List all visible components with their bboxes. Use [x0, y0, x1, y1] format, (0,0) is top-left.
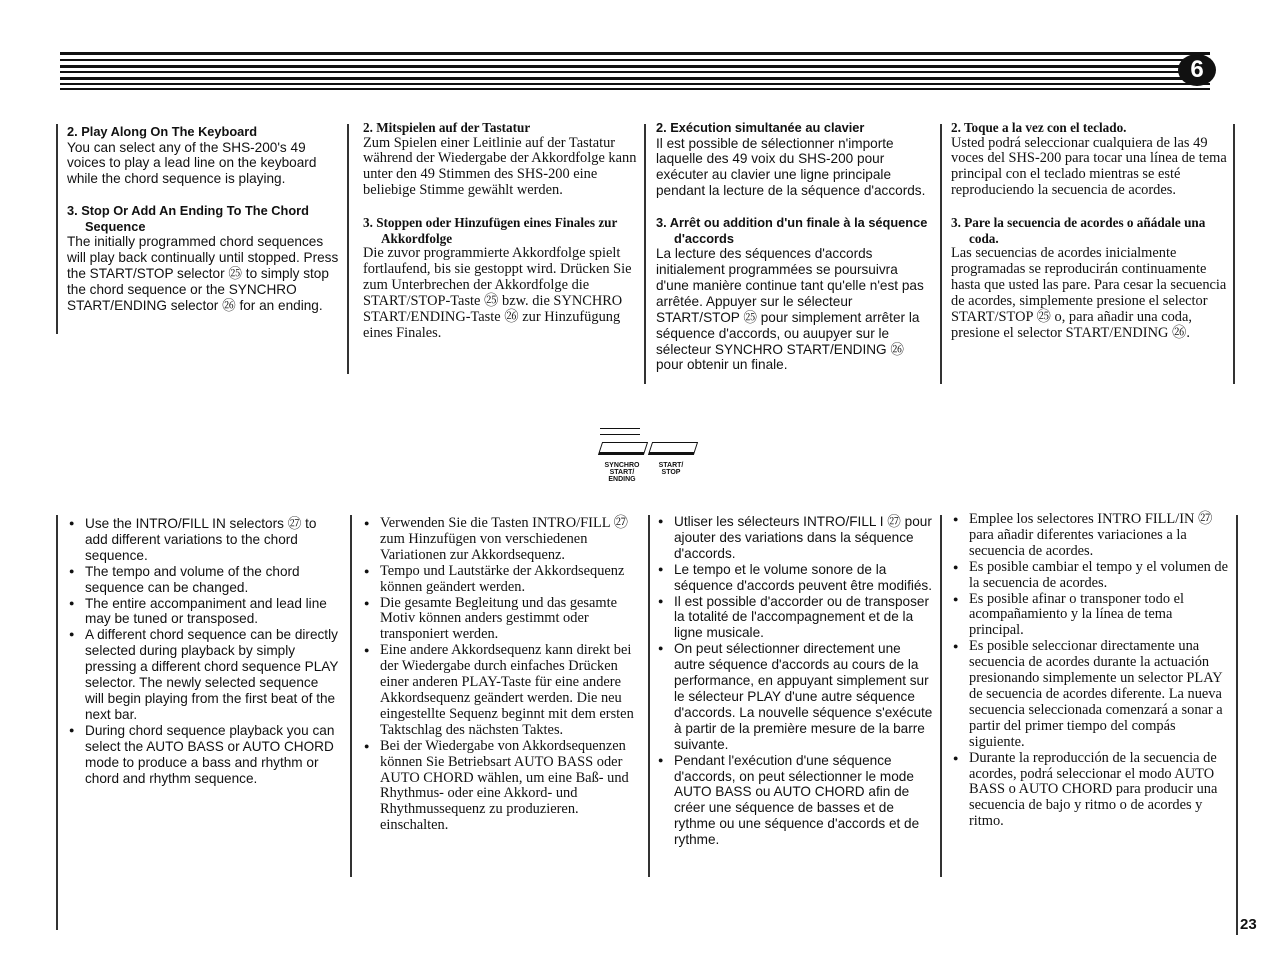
start-stop-button-icon — [648, 442, 698, 455]
band-line — [60, 77, 1210, 80]
header-band — [60, 52, 1236, 90]
list-item: ● Es posible seleccionar directamente una secuencia de acordes durante la actuación presionando simplemente un selector PLAY de secuencia de acordes diferente. La nueva secuencia seleccionada comenzará a sonar a partir del primer tiempo del compás siguiente. — [951, 639, 1229, 750]
band-line — [60, 83, 1210, 85]
heading-mitspielen: 2. Mitspielen auf der Tastatur — [363, 120, 531, 135]
list-item: ● Use the INTRO/FILL IN selectors ㉗ to add different variations to the chord sequence. — [67, 516, 339, 564]
column-divider — [56, 515, 58, 930]
paragraph-play-along: You can select any of the SHS-200's 49 voices to play a lead line on the keyboard while the chord sequence is playing. — [67, 139, 317, 187]
bullet-list-german — [362, 516, 642, 834]
column-divider — [347, 124, 349, 374]
column-divider — [56, 124, 58, 334]
heading-toque: 2. Toque a la vez con el teclado. — [951, 120, 1127, 135]
column-divider — [940, 124, 942, 384]
list-item: ● Pendant l'exécution d'une séquence d'accords, on peut sélectionner le mode AUTO BASS ou AUTO CHORD afin de créer une séquence de basses et de rythme ou une séquence d'accords et de rythme. — [656, 753, 934, 848]
paragraph-execution: Il est possible de sélectionner n'importe laquelle des 49 voix du SHS-200 pour exécuter au clavier une ligne principale pendant la lecture de la séquence d'accords. — [656, 135, 926, 199]
heading-stop-ending: 3. Stop Or Add An Ending To The Chord Sequence — [67, 203, 309, 234]
heading-arret: 3. Arrêt ou addition d'un finale à la séquence d'accords — [656, 215, 928, 246]
list-item: ● Bei der Wiedergabe von Akkordsequenzen können Sie Betriebsart AUTO BASS oder AUTO CHORD wählen, um eine Baß- und Rhythmus- oder eine Akkord- und Rhythmussequenz zu produzieren. einschalten. — [362, 739, 642, 834]
column-divider — [648, 515, 650, 877]
list-item: ● The entire accompaniment and lead line may be tuned or transposed. — [67, 596, 339, 628]
list-item: ● A different chord sequence can be directly selected during playback by simply pressing a different chord sequence PLAY selector. The newly selected sequence will begin playing from the first beat of the next bar. — [67, 627, 339, 722]
list-item: ● Es posible cambiar el tempo y el volumen de la secuencia de acordes. — [951, 560, 1229, 592]
selector-diagram — [594, 428, 704, 488]
diagram-line — [600, 434, 640, 435]
section-german-top — [363, 120, 639, 358]
paragraph-toque: Usted podrá seleccionar cualquiera de las 49 voces del SHS-200 para tocar una línea de tema principal con el teclado mientras se esté reproduciendo la secuencia de acordes. — [951, 134, 1227, 199]
paragraph-stoppen: Die zuvor programmierte Akkordfolge spielt fortlaufend, bis sie gestoppt wird. Drücken Sie zum Unterbrechen der Akkordfolge die START/STOP-Taste ㉕ bzw. die SYNCHRO START/ENDING-Taste ㉖ zur Hinzufügung eines Finales. — [363, 245, 632, 341]
diagram-line — [600, 428, 640, 429]
paragraph-arret: La lecture des séquences d'accords initialement programmées se poursuivra d'une manière continue tant qu'elle n'est pas arrêtée. Appuyer sur le sélecteur START/STOP ㉕ pour simplement arrêter la séquence d'accords, ou auupyer sur le sélecteur SYNCHRO START/ENDING ㉖ pour obtenir un finale. — [656, 246, 924, 373]
synchro-start-label: SYNCHRO START/ ENDING — [604, 462, 640, 483]
heading-stoppen: 3. Stoppen oder Hinzufügen eines Finales zur Akkordfolge — [363, 215, 618, 246]
list-item: ● Verwenden Sie die Tasten INTRO/FILL ㉗ zum Hinzufügen von verschiedenen Variationen zur Akkordsequenz. — [362, 516, 642, 564]
list-item: ● On peut sélectionner directement une autre séquence d'accords au cours de la performance, en appuyant simplement sur le sélecteur PLAY d'une autre séquence d'accords. La nouvelle séquence s'exécute à partir de la première mesure de la barre suivante. — [656, 641, 934, 752]
bullet-list-french — [656, 514, 934, 848]
list-item: ● Emplee los selectores INTRO FILL/IN ㉗ para añadir diferentes variaciones a la secuencia de acordes. — [951, 512, 1229, 560]
list-item: ● Durante la reproducción de la secuencia de acordes, podrá seleccionar el modo AUTO BASS o AUTO CHORD para producir una secuencia de bajo y ritmo o de acordes y ritmo. — [951, 751, 1229, 831]
chapter-badge: 6 — [1178, 54, 1216, 86]
heading-pare: 3. Pare la secuencia de acordes o añádale una coda. — [951, 215, 1206, 246]
list-item: ● Es posible afinar o transponer todo el acompañamiento y la línea de tema principal. — [951, 592, 1229, 640]
paragraph-pare: Las secuencias de acordes inicialmente programadas se reproducirán continuamente hasta que usted las pare. Para cesar la secuencia de acordes, simplemente presione el selector START/STOP ㉕ o, para añadir una coda, presione el selector START/ENDING ㉖. — [951, 245, 1227, 341]
column-divider — [1236, 515, 1238, 935]
list-item: ● Die gesamte Begleitung und das gesamte Motiv können anders gestimmt oder transponiert werden. — [362, 596, 642, 644]
bullet-list-spanish — [951, 512, 1229, 830]
list-item: ● Le tempo et le volume sonore de la séquence d'accords peuvent être modifiés. — [656, 562, 934, 594]
section-french-bullets — [656, 514, 934, 848]
paragraph-stop-ending: The initially programmed chord sequences will play back continually until stopped. Press the START/STOP selector ㉕ to simply stop the chord sequence or the SYNCHRO START/ENDING selector ㉖ for an ending. — [67, 234, 339, 313]
page-number: 23 — [1240, 916, 1257, 933]
column-divider — [644, 124, 646, 384]
section-spanish-bullets — [951, 512, 1229, 830]
column-divider — [350, 515, 352, 877]
band-line — [60, 71, 1210, 73]
section-french-top — [656, 120, 932, 389]
band-line — [60, 59, 1210, 61]
heading-play-along: 2. Play Along On The Keyboard — [67, 124, 258, 139]
start-stop-label: START/ STOP — [658, 462, 684, 476]
column-divider — [1233, 124, 1235, 384]
bullet-list-english — [67, 516, 339, 786]
heading-execution: 2. Exécution simultanée au clavier — [656, 120, 865, 135]
synchro-start-button-icon — [598, 442, 648, 455]
list-item: ● Eine andere Akkordsequenz kann direkt bei der Wiedergabe durch einfaches Drücken einer anderen PLAY-Taste für eine andere Akkordsequenz geändert werden. Die neu eingestellte Sequenz beginnt mit dem ersten Taktschlag des nächsten Taktes. — [362, 643, 642, 738]
band-line — [60, 52, 1210, 55]
list-item: ● Utliser les sélecteurs INTRO/FILL I ㉗ pour ajouter des variations dans la séquence d'accords. — [656, 514, 934, 562]
section-english-top — [67, 124, 339, 330]
section-english-bullets — [67, 516, 339, 786]
list-item: ● During chord sequence playback you can select the AUTO BASS or AUTO CHORD mode to produce a bass and rhythm or chord and rhythm sequence. — [67, 723, 339, 787]
section-german-bullets — [362, 516, 642, 834]
list-item: ● Tempo und Lautstärke der Akkordsequenz können geändert werden. — [362, 564, 642, 596]
section-spanish-top — [951, 120, 1227, 358]
paragraph-mitspielen: Zum Spielen einer Leitlinie auf der Tastatur während der Wiedergabe der Akkordfolge kann unter den 49 Stimmen des SHS-200 eine beliebige Stimme gewählt werden. — [363, 134, 637, 199]
column-divider — [940, 515, 942, 877]
band-line — [60, 65, 1210, 68]
list-item: ● The tempo and volume of the chord sequence can be changed. — [67, 564, 339, 596]
list-item: ● Il est possible d'accorder ou de transposer la totalité de l'accompagnement et de la ligne musicale. — [656, 594, 934, 642]
band-line — [60, 88, 1210, 90]
